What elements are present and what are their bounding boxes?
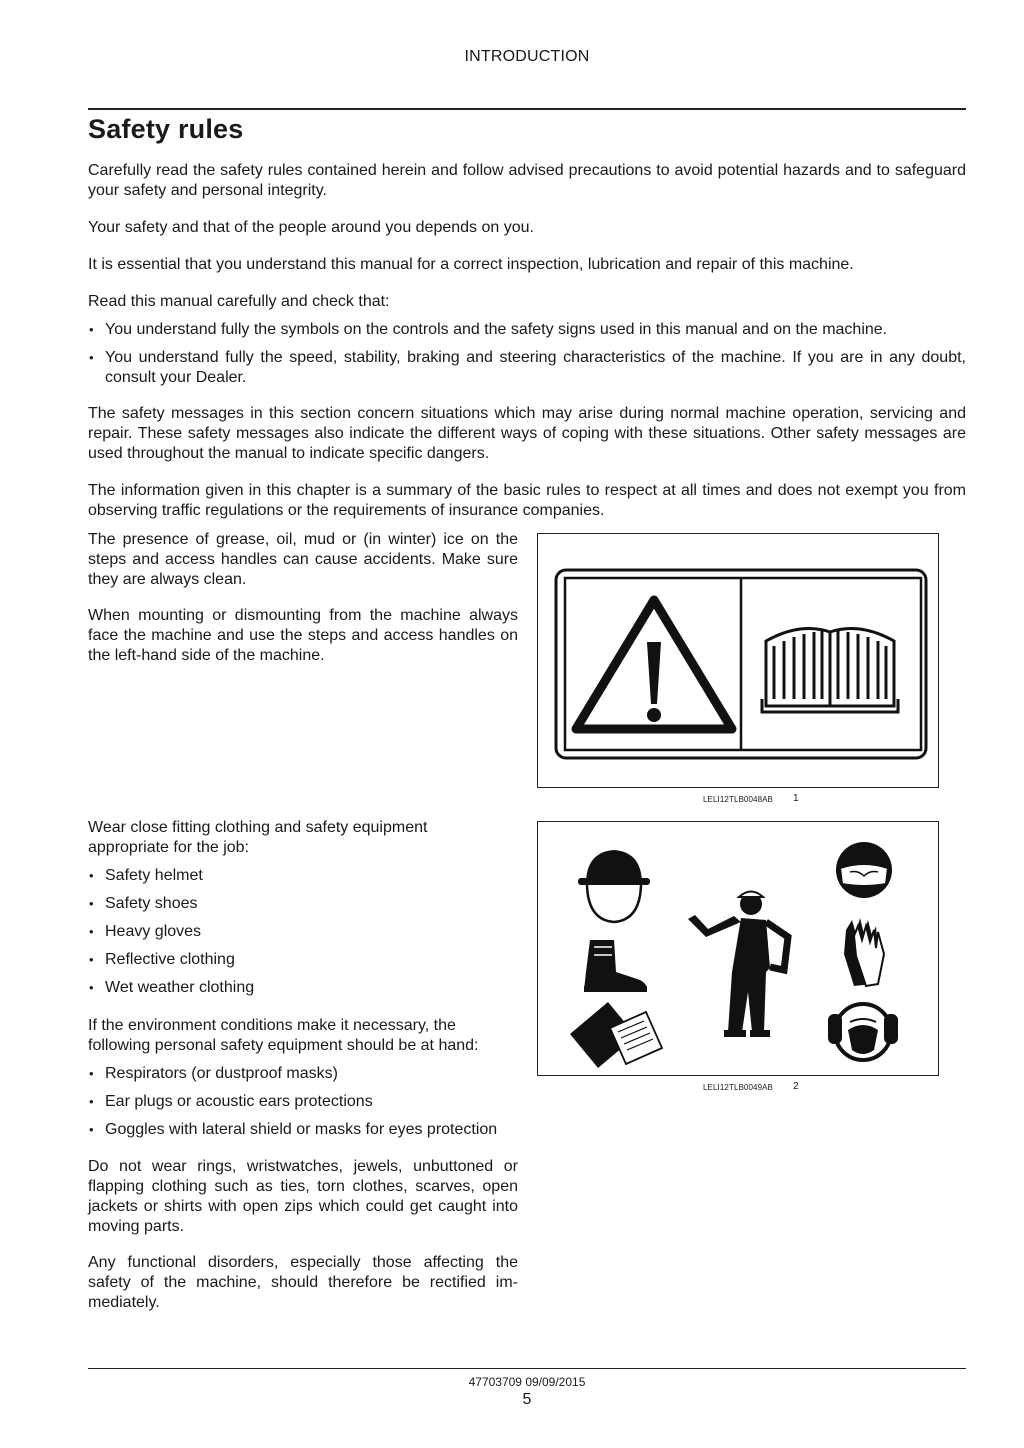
safety-goggles-icon bbox=[836, 842, 892, 898]
access-paragraph-2: When mounting or dismounting from the machine always face the machine and use the steps and access handles on the left-hand side of the machine. bbox=[88, 607, 518, 664]
check-list bbox=[88, 320, 966, 388]
jewelry-paragraph: Do not wear rings, wristwatches, jewels, unbuttoned or flapping clothing such as ties, torn clothes, scarves, open jackets or shirts with open zips which could get caught into moving parts. bbox=[88, 1158, 518, 1235]
manual-document-icon bbox=[570, 1002, 662, 1068]
check-item: • You understand fully the symbols on the controls and the safety signs used in this manual and on the machine. bbox=[88, 320, 966, 340]
clothing-item: • Safety helmet bbox=[88, 866, 518, 886]
intro-paragraph-3: It is essential that you understand this manual for a correct inspection, lubrication and repair of this machine. bbox=[88, 256, 854, 273]
clothing-item: • Reflective clothing bbox=[88, 950, 518, 970]
heavy-gloves-icon bbox=[844, 918, 884, 986]
environment-list bbox=[88, 1064, 524, 1140]
open-book-icon bbox=[762, 629, 898, 712]
figure-1-code: LELI12TLB0048AB bbox=[703, 795, 773, 804]
environment-intro: If the environment conditions make it necessary, the following personal safety equipment should be at hand: bbox=[88, 1017, 479, 1054]
check-item: • You understand fully the speed, stability, braking and steering characteristics of the machine. If you are in any doubt, consult your Dealer. bbox=[88, 348, 966, 388]
read-manual-warning-decal bbox=[538, 534, 938, 787]
intro-paragraph-1: Carefully read the safety rules contained herein and follow advised precautions to avoid potential hazards and to safeguard your safety and personal integrity. bbox=[88, 162, 966, 199]
access-paragraph-1: The presence of grease, oil, mud or (in winter) ice on the steps and access handles can cause accidents. Make sure they are always clean. bbox=[88, 531, 518, 588]
respirator-ear-protection-icon bbox=[828, 1004, 898, 1060]
disorders-paragraph: Any functional disorders, especially those affecting the safety of the machine, should therefore be rectified im-mediately. bbox=[88, 1254, 518, 1311]
clothing-list bbox=[88, 866, 518, 998]
worker-figure-icon bbox=[688, 892, 788, 1038]
clothing-item: • Wet weather clothing bbox=[88, 978, 518, 998]
figure-1-number: 1 bbox=[793, 793, 799, 804]
environment-item: • Ear plugs or acoustic ears protections bbox=[88, 1092, 524, 1112]
clothing-intro: Wear close fitting clothing and safety equipment appropriate for the job: bbox=[88, 819, 428, 856]
figure-2-code: LELI12TLB0049AB bbox=[703, 1083, 773, 1092]
page-title: Safety rules bbox=[88, 114, 244, 144]
warning-triangle-icon bbox=[576, 600, 732, 729]
clothing-item: • Safety shoes bbox=[88, 894, 518, 914]
page-number: 5 bbox=[522, 1391, 532, 1408]
safety-helmet-icon bbox=[578, 850, 650, 922]
safety-equipment-illustration bbox=[538, 822, 938, 1075]
figure-2 bbox=[537, 821, 939, 1076]
footer-rule bbox=[88, 1368, 966, 1369]
intro-paragraph-2: Your safety and that of the people around you depends on you. bbox=[88, 219, 534, 236]
messages-paragraph-1: The safety messages in this section concern situations which may arise during normal machine operation, servicing and repair. These safety messages also indicate the different ways of coping with these situations. Other safety messages are used throughout the manual to indicate specific dangers. bbox=[88, 405, 966, 462]
clothing-item: • Heavy gloves bbox=[88, 922, 518, 942]
figure-1 bbox=[537, 533, 939, 788]
footer-document-code: 47703709 09/09/2015 bbox=[468, 1375, 586, 1389]
safety-shoe-icon bbox=[584, 940, 647, 992]
running-header: INTRODUCTION bbox=[464, 48, 590, 65]
environment-item: • Goggles with lateral shield or masks for eyes protection bbox=[88, 1120, 524, 1140]
messages-paragraph-2: The information given in this chapter is a summary of the basic rules to respect at all times and does not exempt you from observing traffic regulations or the requirements of insurance companies. bbox=[88, 482, 966, 519]
intro-paragraph-4: Read this manual carefully and check that: bbox=[88, 293, 390, 310]
figure-2-number: 2 bbox=[793, 1081, 799, 1092]
environment-item: • Respirators (or dustproof masks) bbox=[88, 1064, 524, 1084]
header-rule bbox=[88, 108, 966, 110]
